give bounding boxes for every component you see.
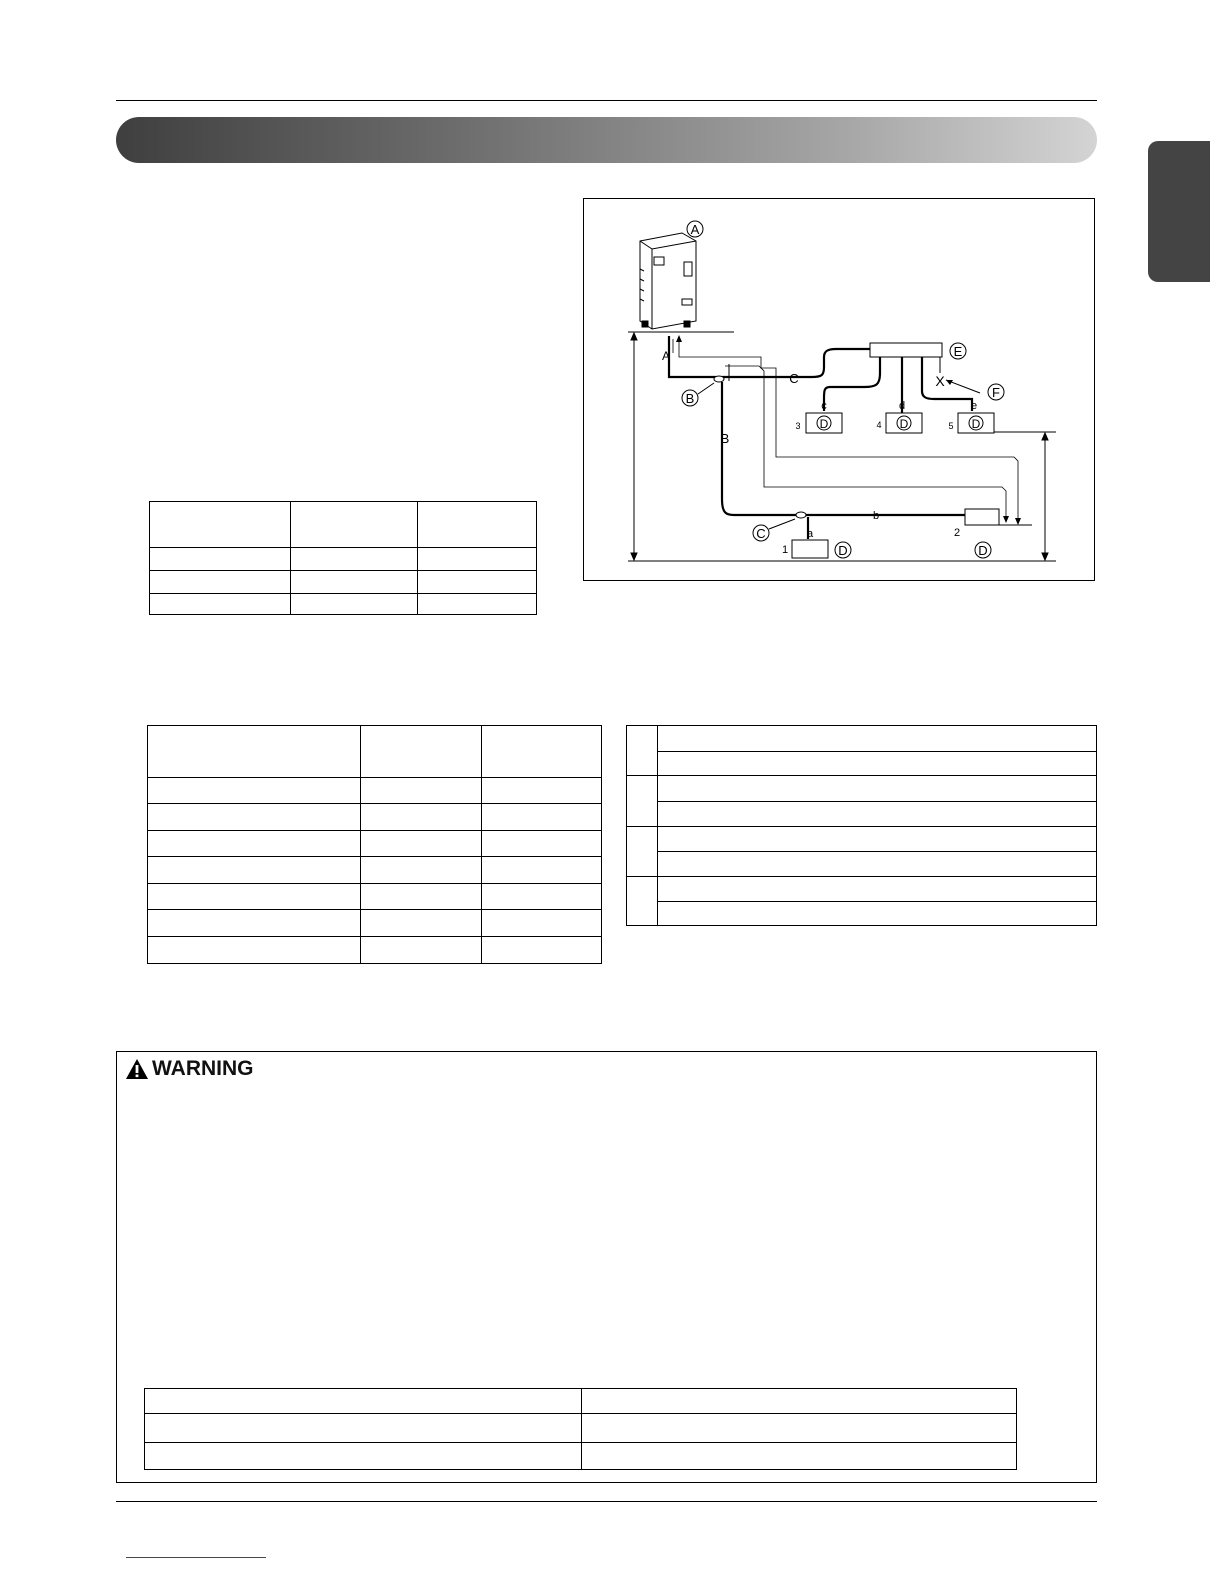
label-cap: F — [992, 385, 1000, 400]
table-row — [627, 902, 1097, 926]
label-outdoor-unit: A — [690, 222, 700, 237]
table-row — [148, 804, 602, 831]
label-header-unit: E — [953, 344, 963, 359]
table-row — [627, 877, 1097, 902]
svg-text:2: 2 — [953, 527, 961, 539]
table-2-header-row — [148, 726, 602, 778]
pipe-label-sub-b: b — [872, 510, 880, 522]
svg-text:D: D — [971, 417, 981, 431]
warning-table — [144, 1388, 1017, 1470]
table-row — [150, 571, 537, 594]
main-piping — [669, 336, 994, 539]
table-row — [148, 778, 602, 804]
svg-text:D: D — [838, 543, 848, 558]
svg-text:D: D — [978, 543, 988, 558]
pipe-label-sub-e: e — [970, 400, 978, 412]
warning-triangle-icon — [125, 1058, 149, 1080]
table-row — [627, 802, 1097, 827]
label-branch-1: B — [685, 391, 695, 406]
table-row — [145, 1414, 1017, 1443]
table-3 — [626, 725, 1097, 926]
table-1-header-row — [150, 502, 537, 548]
warning-title: WARNING — [152, 1057, 254, 1080]
piping-diagram-svg — [584, 199, 1094, 580]
table-row — [150, 548, 537, 571]
piping-diagram — [583, 198, 1095, 581]
table-row — [148, 910, 602, 937]
height-arrow-right — [1042, 433, 1048, 560]
svg-text:D: D — [899, 417, 909, 431]
table-row — [627, 776, 1097, 802]
table-row — [627, 827, 1097, 852]
pipe-label-sub-d: d — [898, 400, 906, 412]
bottom-rule — [116, 1501, 1097, 1502]
chapter-side-tab — [1148, 141, 1210, 282]
header-unit — [870, 343, 942, 357]
table-row — [148, 937, 602, 964]
svg-text:5: 5 — [948, 421, 954, 431]
outdoor-unit-icon — [640, 233, 696, 329]
table-row — [148, 884, 602, 910]
height-arrow-total — [631, 333, 637, 560]
pipe-label-sub-c: c — [821, 400, 827, 412]
table-row — [150, 594, 537, 615]
table-row — [627, 726, 1097, 752]
indoor-unit-4 — [876, 413, 922, 433]
section-header-bar — [116, 117, 1097, 163]
warning-box — [116, 1051, 1097, 1483]
indoor-unit-5 — [948, 413, 994, 433]
warning-heading — [125, 1057, 254, 1081]
table-row — [148, 831, 602, 857]
table-1 — [149, 501, 537, 615]
footer-link-underline[interactable] — [126, 1557, 266, 1558]
table-row — [627, 852, 1097, 877]
svg-text:D: D — [819, 417, 829, 431]
table-row — [145, 1443, 1017, 1470]
indoor-unit-3 — [795, 413, 842, 433]
table-2 — [147, 725, 602, 964]
label-branch-2: C — [756, 526, 766, 541]
indoor-unit-2 — [954, 509, 999, 558]
top-rule — [116, 100, 1097, 101]
pipe-label-b: B — [720, 431, 730, 446]
svg-text:1: 1 — [781, 544, 789, 556]
pipe-label-c: C — [789, 371, 799, 386]
pipe-label-sub-a: a — [806, 528, 814, 540]
indoor-unit-1 — [782, 540, 851, 558]
cap-mark: X — [935, 373, 945, 389]
table-row — [627, 752, 1097, 776]
table-row — [145, 1389, 1017, 1414]
svg-text:3: 3 — [795, 421, 801, 431]
pipe-label-main: A — [661, 349, 671, 363]
svg-text:4: 4 — [876, 420, 882, 430]
table-row — [148, 857, 602, 884]
